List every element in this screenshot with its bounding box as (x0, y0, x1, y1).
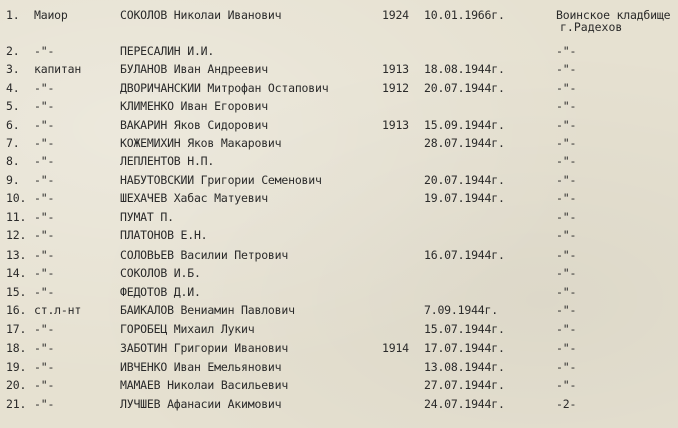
burial-place-cell: -"- (556, 136, 577, 150)
name-cell: БАИКАЛОВ Вениамин Павлович (120, 303, 295, 317)
burial-place-cell: -"- (556, 81, 577, 95)
burial-place-cell: -"- (556, 341, 577, 355)
rank-cell: -"- (34, 136, 55, 150)
table-row (0, 60, 678, 78)
table-row (0, 376, 678, 394)
burial-place-cell: -"- (556, 191, 577, 205)
rank-cell: Маиор (34, 8, 68, 22)
name-cell: СОКОЛОВ Николаи Иванович (120, 8, 282, 22)
name-cell: ШЕХАЧЕВ Хабас Матуевич (120, 191, 268, 205)
name-cell: ВАКАРИН Яков Сидорович (120, 118, 268, 132)
name-cell: ЛЕПЛЕНТОВ Н.П. (120, 154, 215, 168)
rank-cell: -"- (34, 44, 55, 58)
rank-cell: -"- (34, 397, 55, 411)
rank-cell: -"- (34, 378, 55, 392)
death-date-cell: 10.01.1966г. (424, 8, 505, 22)
name-cell: ДВОРИЧАНСКИИ Митрофан Остапович (120, 81, 329, 95)
burial-place-line2: г.Радехов (560, 20, 623, 34)
rank-cell: ст.л-нт (34, 303, 82, 317)
death-date-cell: 17.07.1944г. (424, 341, 505, 355)
birth-year-cell: 1912 (382, 81, 409, 95)
table-row (0, 358, 678, 376)
birth-year-cell: 1914 (382, 341, 409, 355)
burial-place-cell: -"- (556, 378, 577, 392)
table-row (0, 226, 678, 244)
rank-cell: -"- (34, 118, 55, 132)
death-date-cell: 27.07.1944г. (424, 378, 505, 392)
name-cell: МАМАЕВ Николаи Васильевич (120, 378, 289, 392)
row-number: 5. (6, 99, 20, 113)
rank-cell: -"- (34, 210, 55, 224)
burial-place-cell: -"- (556, 266, 577, 280)
name-cell: ПЛАТОНОВ Е.Н. (120, 228, 208, 242)
death-date-cell: 7.09.1944г. (424, 303, 498, 317)
row-number: 11. (6, 210, 27, 224)
row-number: 12. (6, 228, 27, 242)
rank-cell: -"- (34, 360, 55, 374)
death-date-cell: 28.07.1944г. (424, 136, 505, 150)
table-row (0, 320, 678, 338)
burial-place-cell: -"- (556, 173, 577, 187)
name-cell: ЛУЧШЕВ Афанасии Акимович (120, 397, 282, 411)
name-cell: ЗАБОТИН Григории Иванович (120, 341, 289, 355)
name-cell: НАБУТОВСКИИ Григории Семенович (120, 173, 322, 187)
rank-cell: -"- (34, 173, 55, 187)
row-number: 4. (6, 81, 20, 95)
name-cell: БУЛАНОВ Иван Андреевич (120, 62, 268, 76)
burial-place-cell: -"- (556, 303, 577, 317)
death-date-cell: 16.07.1944г. (424, 248, 505, 262)
row-number: 3. (6, 62, 20, 76)
death-date-cell: 20.07.1944г. (424, 81, 505, 95)
rank-cell: -"- (34, 154, 55, 168)
death-date-cell: 18.08.1944г. (424, 62, 505, 76)
rank-cell: -"- (34, 341, 55, 355)
rank-cell: -"- (34, 81, 55, 95)
burial-place-cell: -"- (556, 62, 577, 76)
name-cell: ПЕРЕСАЛИН И.И. (120, 44, 215, 58)
table-row (0, 171, 678, 189)
burial-place-cell: -"- (556, 99, 577, 113)
birth-year-cell: 1913 (382, 118, 409, 132)
rank-cell: -"- (34, 248, 55, 262)
row-number: 9. (6, 173, 20, 187)
row-number: 1. (6, 8, 20, 22)
row-number: 14. (6, 266, 27, 280)
death-date-cell: 15.07.1944г. (424, 322, 505, 336)
row-number: 8. (6, 154, 20, 168)
death-date-cell: 15.09.1944г. (424, 118, 505, 132)
death-date-cell: 13.08.1944г. (424, 360, 505, 374)
row-number: 20. (6, 378, 27, 392)
rank-cell: -"- (34, 266, 55, 280)
table-row (0, 116, 678, 134)
burial-place-cell: -"- (556, 210, 577, 224)
birth-year-cell: 1913 (382, 62, 409, 76)
table-row (0, 264, 678, 282)
table-row (0, 152, 678, 170)
row-number: 15. (6, 285, 27, 299)
burial-place-cell: -"- (556, 44, 577, 58)
row-number: 16. (6, 303, 27, 317)
burial-place-cell: -"- (556, 360, 577, 374)
rank-cell: -"- (34, 322, 55, 336)
death-date-cell: 20.07.1944г. (424, 173, 505, 187)
burial-place-cell: -"- (556, 228, 577, 242)
row-number: 10. (6, 191, 27, 205)
name-cell: КЛИМЕНКО Иван Егорович (120, 99, 268, 113)
table-row (0, 189, 678, 207)
row-number: 6. (6, 118, 20, 132)
death-date-cell: 24.07.1944г. (424, 397, 505, 411)
burial-place-cell: -"- (556, 322, 577, 336)
table-row (0, 134, 678, 152)
table-row (0, 301, 678, 319)
death-date-cell: 19.07.1944г. (424, 191, 505, 205)
name-cell: ФЕДОТОВ Д.И. (120, 285, 201, 299)
rank-cell: -"- (34, 99, 55, 113)
row-number: 18. (6, 341, 27, 355)
table-row (0, 246, 678, 264)
table-row (0, 42, 678, 60)
row-number: 19. (6, 360, 27, 374)
name-cell: ИВЧЕНКО Иван Емельянович (120, 360, 282, 374)
name-cell: КОЖЕМИХИН Яков Макарович (120, 136, 282, 150)
table-row (0, 208, 678, 226)
rank-cell: -"- (34, 285, 55, 299)
table-row (0, 339, 678, 357)
table-row (0, 97, 678, 115)
burial-place-cell: Воинское кладбище (556, 8, 671, 22)
row-number: 13. (6, 248, 27, 262)
name-cell: ГОРОБЕЦ Михаил Лукич (120, 322, 255, 336)
rank-cell: -"- (34, 191, 55, 205)
row-number: 7. (6, 136, 20, 150)
row-number: 17. (6, 322, 27, 336)
burial-place-cell: -"- (556, 248, 577, 262)
birth-year-cell: 1924 (382, 8, 409, 22)
table-row (0, 283, 678, 301)
table-row (0, 79, 678, 97)
burial-place-cell: -"- (556, 285, 577, 299)
name-cell: СОКОЛОВ И.Б. (120, 266, 201, 280)
name-cell: СОЛОВЬЕВ Василии Петрович (120, 248, 289, 262)
burial-place-cell: -2- (556, 397, 577, 411)
burial-place-cell: -"- (556, 154, 577, 168)
name-cell: ПУМАТ П. (120, 210, 174, 224)
rank-cell: капитан (34, 62, 82, 76)
row-number: 21. (6, 397, 27, 411)
burial-place-cell: -"- (556, 118, 577, 132)
table-row (0, 395, 678, 413)
rank-cell: -"- (34, 228, 55, 242)
row-number: 2. (6, 44, 20, 58)
